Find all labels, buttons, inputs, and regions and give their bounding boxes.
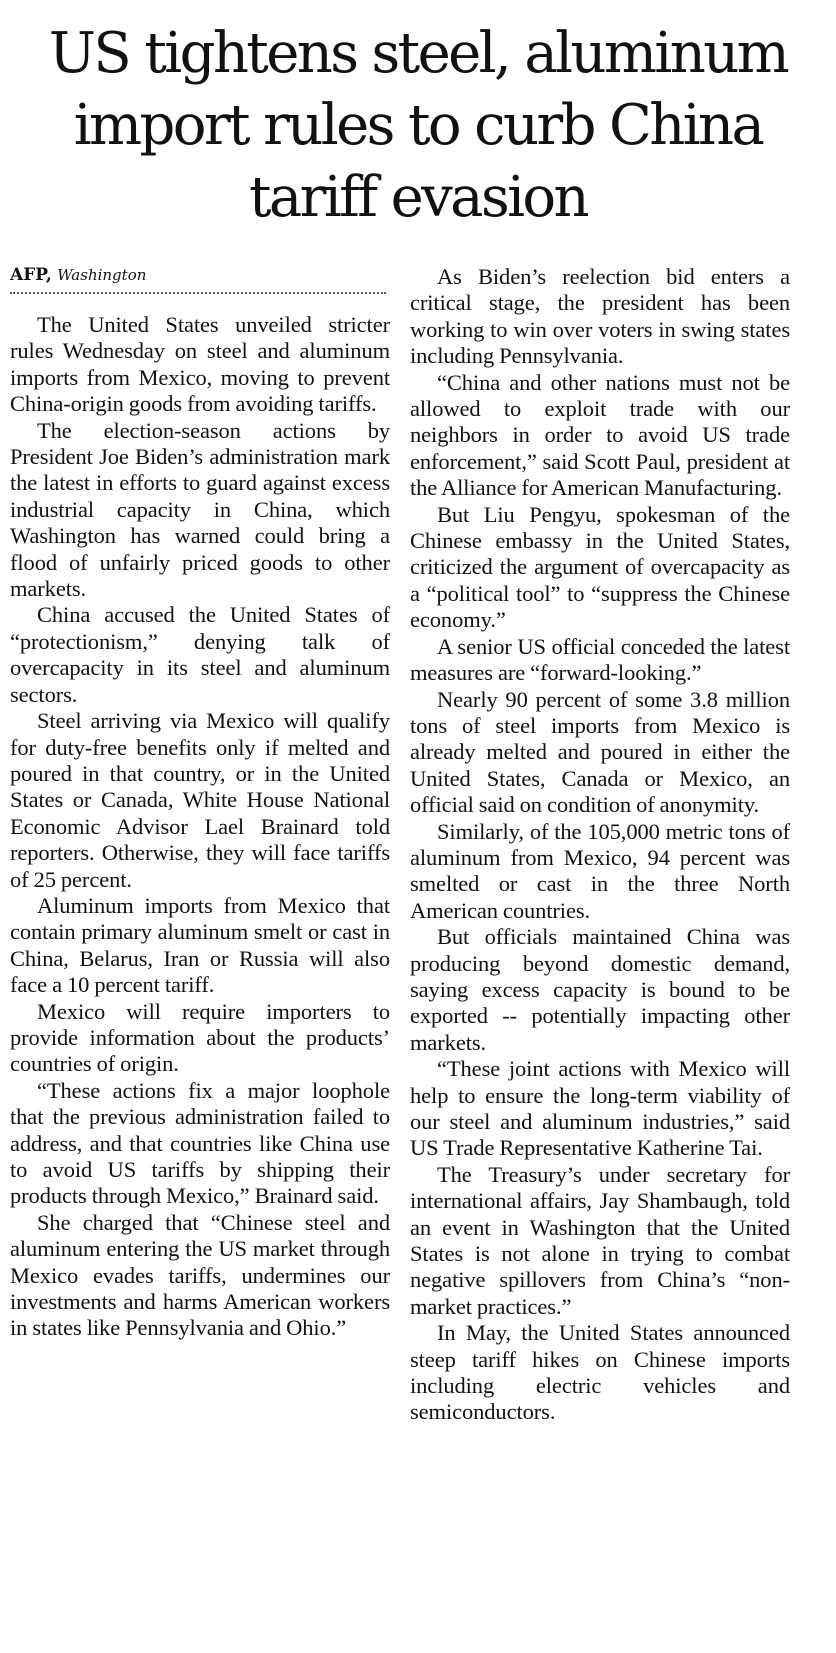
byline-agency: AFP, <box>10 265 52 285</box>
paragraph: The United States unveiled stricter rules Wednesday on steel and aluminum imports from Mexico, moving to prevent China-origin goods from avoiding tariffs. <box>10 312 390 417</box>
byline <box>10 264 390 288</box>
paragraph: Nearly 90 percent of some 3.8 million tons of steel imports from Mexico is already melted and poured in either the United States, Canada or Mexico, an official said on condition of anonymity. <box>410 686 790 818</box>
paragraph: As Biden’s reelection bid enters a critical stage, the president has been working to win over voters in swing states including Pennsylvania. <box>410 264 790 369</box>
paragraph: “These actions fix a major loophole that the previous administration failed to address, and that countries like China use to avoid US tariffs by shipping their products through Mexico,” Brainard said. <box>10 1077 390 1209</box>
paragraph: Similarly, of the 105,000 metric tons of aluminum from Mexico, 94 percent was smelted or cast in the three North American countries. <box>410 818 790 923</box>
left-column <box>10 264 390 1342</box>
paragraph: She charged that “Chinese steel and aluminum entering the US market through Mexico evades tariffs, undermines our investments and harms American workers in states like Pennsylvania and Ohio.” <box>10 1209 390 1341</box>
paragraph: Mexico will require importers to provide information about the products’ countries of origin. <box>10 998 390 1077</box>
byline-divider <box>10 292 386 294</box>
paragraph: China accused the United States of “protectionism,” denying talk of overcapacity in its steel and aluminum sectors. <box>10 602 390 707</box>
headline: US tightens steel, aluminum import rules to curb China tariff evasion <box>48 21 788 230</box>
paragraph: The Treasury’s under secretary for international affairs, Jay Shambaugh, told an event in Washington that the United States is not alone in trying to combat negative spillovers from China’s “non-market practices.” <box>410 1161 790 1319</box>
paragraph: In May, the United States announced steep tariff hikes on Chinese imports including electric vehicles and semiconductors. <box>410 1320 790 1425</box>
byline-location: Washington <box>57 266 147 284</box>
paragraph: Steel arriving via Mexico will qualify for duty-free benefits only if melted and poured in that country, or in the United States or Canada, White House National Economic Advisor Lael Brainard told reporters. Otherwise, they will face tariffs of 25 percent. <box>10 708 390 892</box>
paragraph: Aluminum imports from Mexico that contain primary aluminum smelt or cast in China, Belarus, Iran or Russia will also face a 10 percent tariff. <box>10 892 390 998</box>
right-column <box>410 264 790 1426</box>
paragraph: A senior US official conceded the latest measures are “forward-looking.” <box>410 633 790 686</box>
paragraph: The election-season actions by President Joe Biden’s administration mark the latest in efforts to guard against excess industrial capacity in China, which Washington has warned could bring a flood of unfairly priced goods to other markets. <box>10 417 390 602</box>
paragraph: “These joint actions with Mexico will help to ensure the long-term viability of our steel and aluminum industries,” said US Trade Representative Katherine Tai. <box>410 1056 790 1161</box>
paragraph: But Liu Pengyu, spokesman of the Chinese embassy in the United States, criticized the argument of overcapacity as a “political tool” to “suppress the Chinese economy.” <box>410 501 790 633</box>
paragraph: “China and other nations must not be allowed to exploit trade with our neighbors in order to avoid US trade enforcement,” said Scott Paul, president at the Alliance for American Manufacturing. <box>410 369 790 501</box>
paragraph: But officials maintained China was producing beyond domestic demand, saying excess capacity is bound to be exported -- potentially impacting other markets. <box>410 924 790 1055</box>
